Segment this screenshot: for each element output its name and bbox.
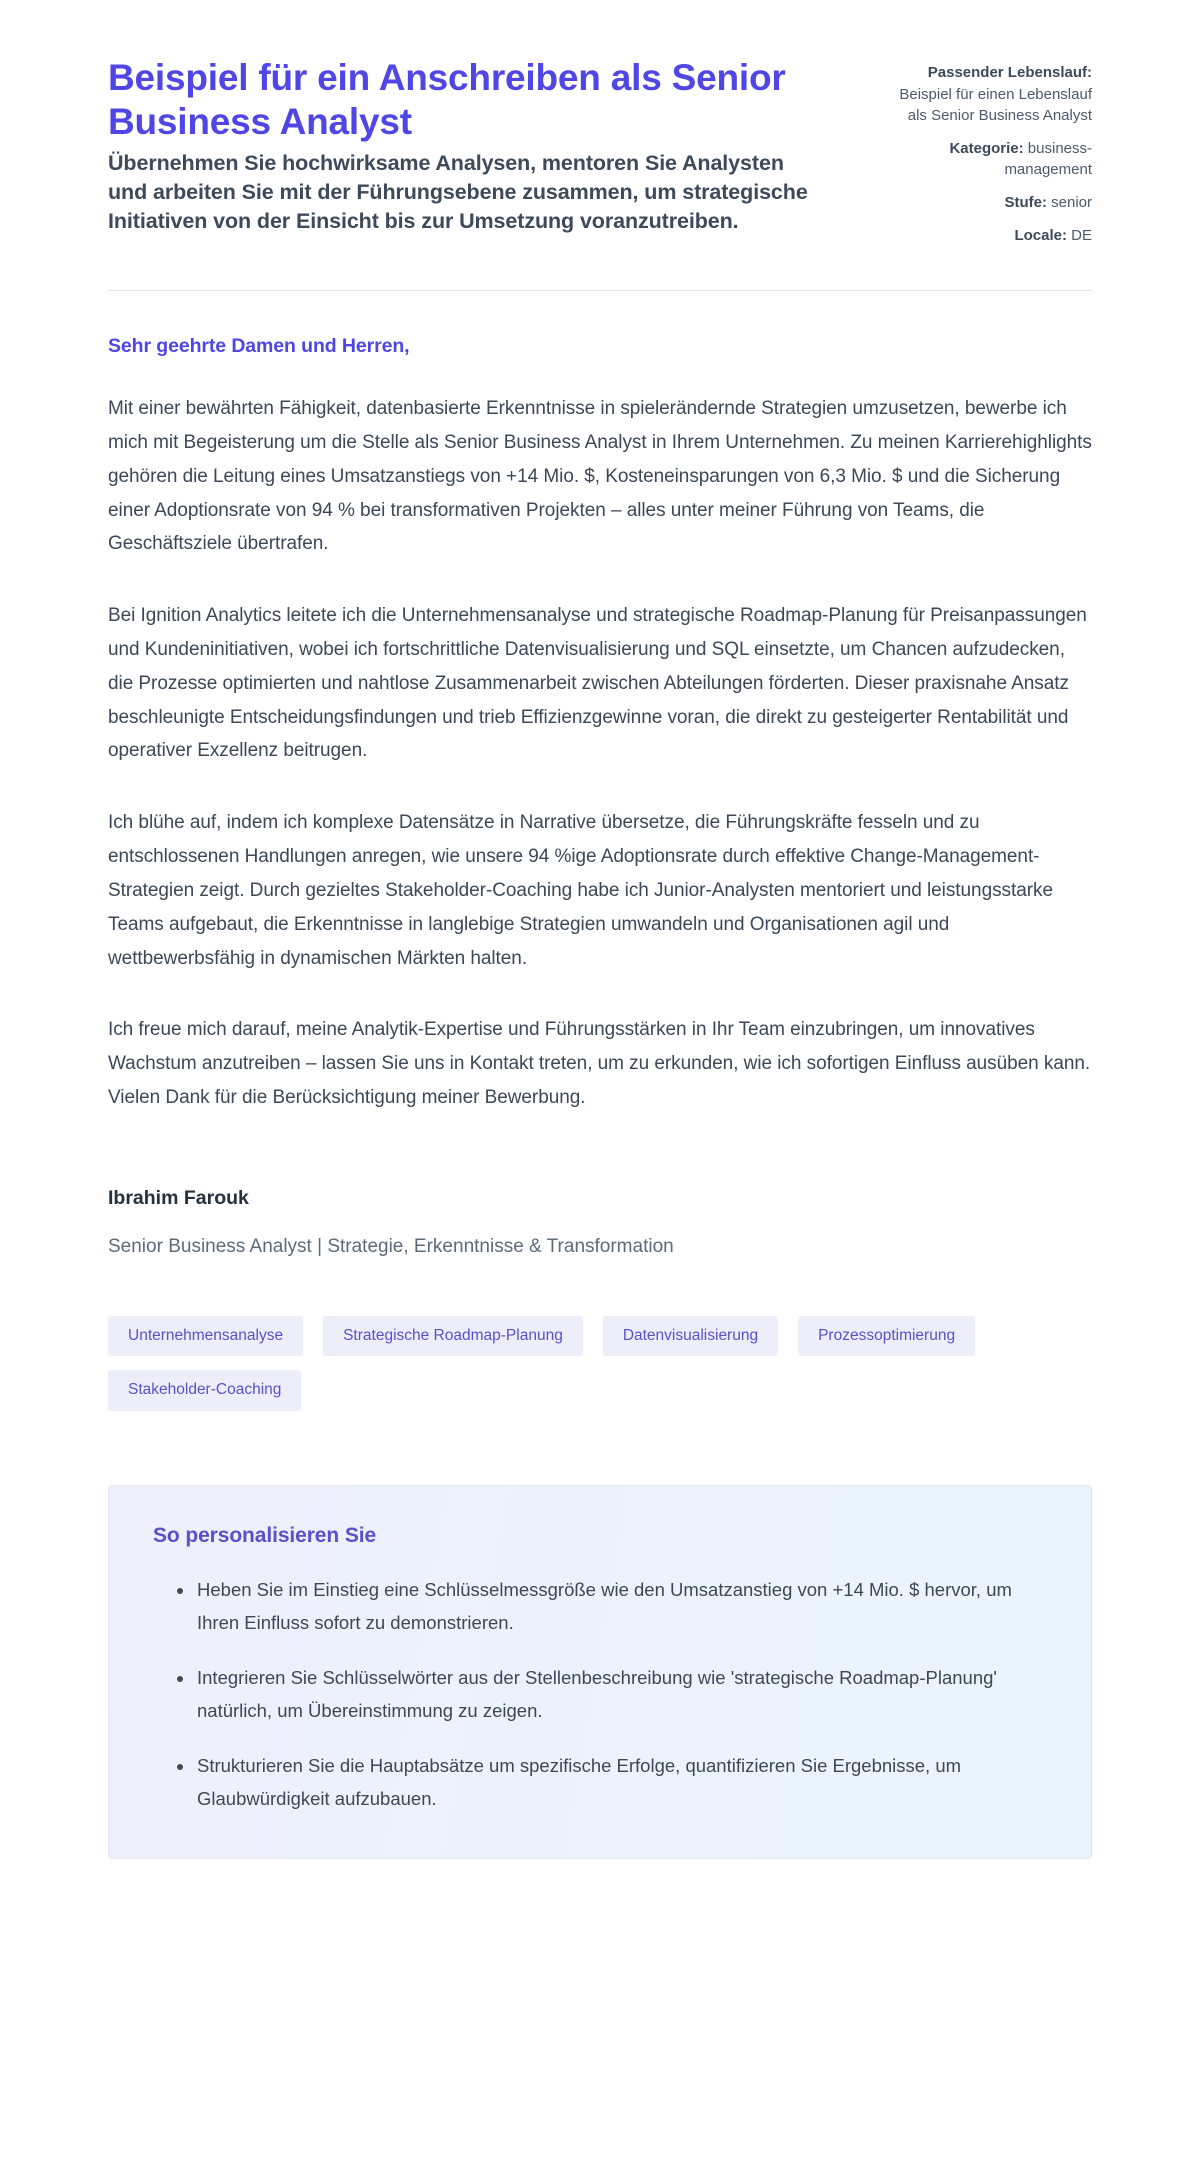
signer-role: Senior Business Analyst | Strategie, Erkenntnisse & Transformation xyxy=(108,1235,674,1257)
page-subtitle: Übernehmen Sie hochwirksame Analysen, mentoren Sie Analysten und arbeiten Sie mit der Führungsebene zusammen, um strategische Initiativen von der Einsicht bis zur Umsetzung voranzutreiben. xyxy=(108,151,808,233)
meta-level-label: Stufe: xyxy=(1004,193,1047,211)
meta-matching-resume xyxy=(887,62,1092,127)
callout-list xyxy=(153,1574,1047,1816)
header-text-block xyxy=(108,56,808,235)
skill-tag[interactable]: Unternehmensanalyse xyxy=(108,1316,303,1357)
letter-paragraph: Bei Ignition Analytics leitete ich die Unternehmensanalyse und strategische Roadmap-Planung für Preisanpassungen und Kundeninitiativen, wobei ich fortschrittliche Datenvisualisierung und SQL einsetzte, um Chancen aufzudecken, die Prozesse optimierten und nahtlose Zusammenarbeit zwischen Abteilungen förderten. Dieser praxisnahe Ansatz beschleunigte Entscheidungsfindungen und trieb Effizienzgewinne voran, die direkt zu gesteigerter Rentabilität und operativer Exzellenz beitrugen. xyxy=(108,605,1087,762)
letter-body xyxy=(108,291,1092,1115)
signer-name: Ibrahim Farouk xyxy=(108,1186,249,1209)
meta-locale xyxy=(887,225,1092,247)
skill-tag-list xyxy=(108,1316,1068,1411)
callout-list-item: Integrieren Sie Schlüsselwörter aus der Stellenbeschreibung wie 'strategische Roadmap-Planung' natürlich, um Übereinstimmung zu zeigen. xyxy=(177,1662,1047,1728)
meta-category xyxy=(887,138,1092,181)
meta-matching-resume-value: Beispiel für einen Lebenslauf als Senior Business Analyst xyxy=(899,85,1092,125)
meta-level-value: senior xyxy=(1051,193,1092,211)
letter-paragraph: Ich blühe auf, indem ich komplexe Datensätze in Narrative übersetze, die Führungskräfte fesseln und zu entschlossenen Handlungen anregen, wie unsere 94 %ige Adoptionsrate durch effektive Change-Management-Strategien zeigt. Durch gezieltes Stakeholder-Coaching habe ich Junior-Analysten mentoriert und leistungsstarke Teams aufgebaut, die Erkenntnisse in langlebige Strategien umwandeln und Organisationen agil und wettbewerbsfähig in dynamischen Märkten halten. xyxy=(108,812,1053,969)
callout-list-item: Heben Sie im Einstieg eine Schlüsselmessgröße wie den Umsatzanstieg von +14 Mio. $ hervor, um Ihren Einfluss sofort zu demonstrieren. xyxy=(177,1574,1047,1640)
skill-tag[interactable]: Strategische Roadmap-Planung xyxy=(323,1316,583,1357)
signature-block xyxy=(108,1187,1092,1258)
personalization-callout xyxy=(108,1485,1092,1859)
meta-category-value: business-management xyxy=(1004,139,1092,179)
meta-locale-value: DE xyxy=(1071,226,1092,244)
skill-tag[interactable]: Stakeholder-Coaching xyxy=(108,1370,301,1411)
meta-level xyxy=(887,192,1092,214)
letter-paragraphs xyxy=(108,392,1092,1115)
letter-paragraph: Mit einer bewährten Fähigkeit, datenbasierte Erkenntnisse in spielerändernde Strategien umzusetzen, bewerbe ich mich mit Begeisterung um die Stelle als Senior Business Analyst in Ihrem Unternehmen. Zu meinen Karrierehighlights gehören die Leitung eines Umsatzanstiegs von +14 Mio. $, Kosteneinsparungen von 6,3 Mio. $ und die Sicherung einer Adoptionsrate von 94 % bei transformativen Projekten – alles unter meiner Führung von Teams, die Geschäftsziele übertrafen. xyxy=(108,398,1092,555)
meta-locale-label: Locale: xyxy=(1014,226,1067,244)
salutation: Sehr geehrte Damen und Herren, xyxy=(108,335,410,358)
skill-tag[interactable]: Prozessoptimierung xyxy=(798,1316,975,1357)
skill-tag[interactable]: Datenvisualisierung xyxy=(603,1316,778,1357)
meta-matching-resume-label: Passender Lebenslauf: xyxy=(927,64,1092,81)
callout-title: So personalisieren Sie xyxy=(153,1523,377,1547)
letter-paragraph: Ich freue mich darauf, meine Analytik-Expertise und Führungsstärken in Ihr Team einzubringen, um innovatives Wachstum anzutreiben – lassen Sie uns in Kontakt treten, um zu erkunden, wie ich sofortigen Einfluss ausüben kann. Vielen Dank für die Berücksichtigung meiner Bewerbung. xyxy=(108,1019,1091,1108)
document-header xyxy=(108,56,1092,246)
callout-list-item: Strukturieren Sie die Hauptabsätze um spezifische Erfolge, quantifizieren Sie Ergebnisse, um Glaubwürdigkeit aufzubauen. xyxy=(177,1750,1047,1816)
page-title: Beispiel für ein Anschreiben als Senior Business Analyst xyxy=(108,57,786,142)
document-metadata xyxy=(887,56,1092,246)
meta-category-label: Kategorie: xyxy=(949,139,1024,157)
